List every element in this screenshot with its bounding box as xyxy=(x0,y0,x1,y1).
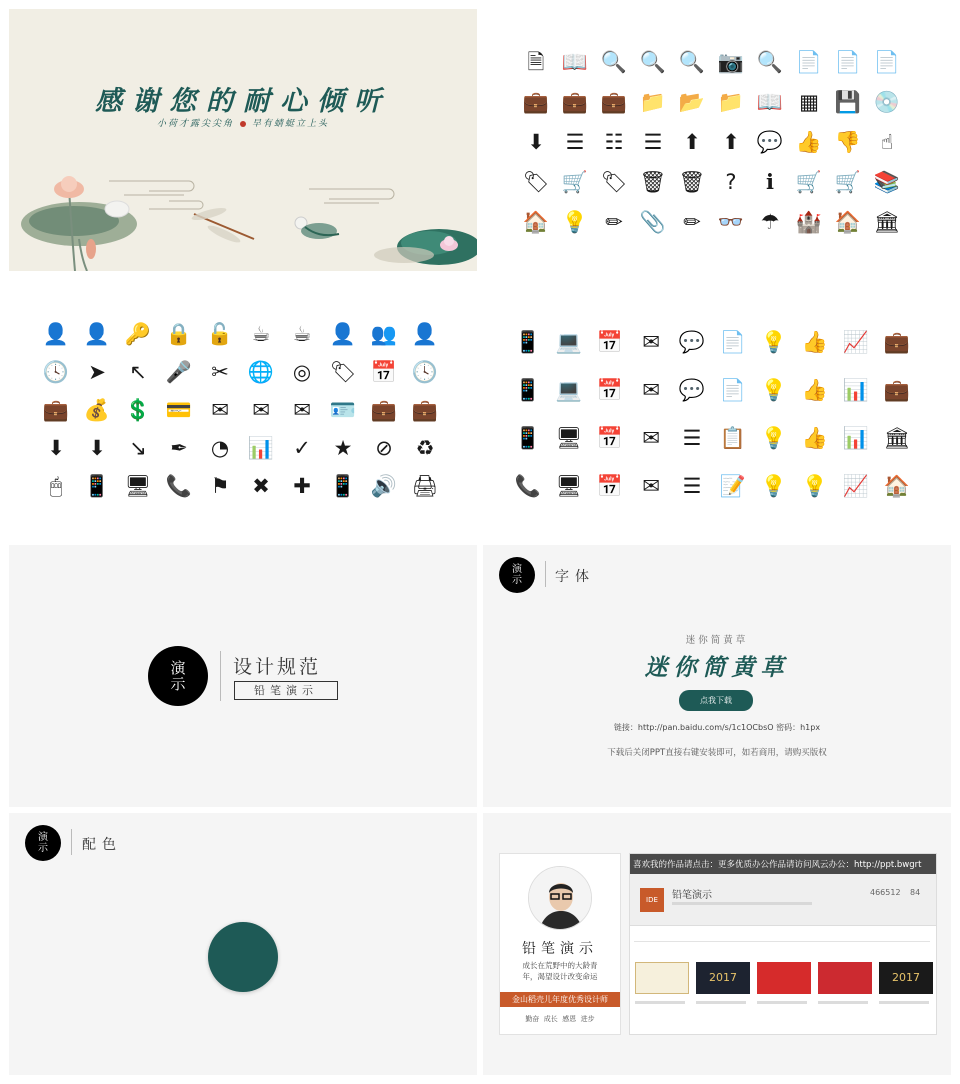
icon-24-icon: 💳 xyxy=(165,397,193,422)
icon-3-icon: 📅 xyxy=(596,329,624,354)
icon-16-icon: 🌐 xyxy=(247,359,275,384)
icon-22-icon: 💰 xyxy=(83,397,111,422)
icon-11-icon: 💼 xyxy=(522,89,550,114)
icon-18-icon: ▦ xyxy=(799,89,819,114)
icon-42-icon: 💡 xyxy=(561,209,589,234)
icon-19-icon: 💾 xyxy=(834,89,862,114)
slide-profile[interactable] xyxy=(483,813,951,1075)
slide-design-spec[interactable] xyxy=(9,545,477,807)
icon-16-icon: 📄 xyxy=(719,377,747,402)
icon-32-icon: ⬇ xyxy=(88,435,106,460)
icon-11-icon: 🕓 xyxy=(42,359,70,384)
profile-name: 铅笔演示 xyxy=(522,941,598,957)
icon-40-icon: 📚 xyxy=(873,169,901,194)
site-filter-bar xyxy=(634,936,930,942)
divider xyxy=(71,829,72,855)
icon-45-icon: ✏ xyxy=(683,209,701,234)
icon-12-icon: ➤ xyxy=(88,359,106,384)
icon-8-icon: 📄 xyxy=(795,49,823,74)
icon-21-icon: 📱 xyxy=(514,425,542,450)
icon-27-icon: ✉ xyxy=(293,397,311,422)
icon-10-icon: 📄 xyxy=(873,49,901,74)
icon-37-icon: 💡 xyxy=(760,473,788,498)
thanks-title: 感谢您的耐心倾听 xyxy=(95,86,391,117)
icon-48-icon: 📱 xyxy=(329,473,357,498)
icon-33-icon: 📅 xyxy=(596,473,624,498)
icon-24-icon: ✉ xyxy=(642,425,660,450)
icon-6-icon: 📄 xyxy=(719,329,747,354)
icon-43-icon: ✏ xyxy=(605,209,623,234)
icon-5-icon: 🔓 xyxy=(206,321,234,346)
icon-24-icon: ☰ xyxy=(643,129,663,154)
icon-4-icon: 🔒 xyxy=(165,321,193,346)
icon-3-icon: 🔑 xyxy=(124,321,152,346)
icon-5-icon: 💬 xyxy=(678,329,706,354)
icon-14-icon: 🎤 xyxy=(165,359,193,384)
subtitle-left: 小荷才露尖尖角 xyxy=(156,119,234,129)
divider xyxy=(545,561,546,587)
thumbnail-2[interactable]: 2017 xyxy=(696,962,750,994)
icon-18-icon: 👍 xyxy=(801,377,829,402)
icon-4-icon: 🔍 xyxy=(639,49,667,74)
icon-19-icon: 📊 xyxy=(842,377,870,402)
icon-36-icon: 📝 xyxy=(719,473,747,498)
thanks-subtitle xyxy=(9,116,477,129)
spec-title: 设计规范 xyxy=(233,656,322,678)
download-link[interactable]: 链接：http://pan.baidu.com/s/1c1OCbsO 密码：h1px xyxy=(613,723,821,732)
icon-45-icon: ⚑ xyxy=(210,473,230,498)
icon-2-icon: 👤 xyxy=(83,321,111,346)
icon-8-icon: 👍 xyxy=(801,329,829,354)
colors-header: 配色 xyxy=(82,837,122,853)
icon-43-icon: 🖥 xyxy=(124,473,152,498)
icon-49-icon: 🔊 xyxy=(370,473,398,498)
icon-44-icon: 📎 xyxy=(639,209,667,234)
icon-5-icon: 🔍 xyxy=(678,49,706,74)
icon-22-icon: 🖥 xyxy=(555,425,583,450)
site-stat-2: 84 xyxy=(910,888,921,897)
icon-1-icon: 👤 xyxy=(42,321,70,346)
icon-1-icon: 📱 xyxy=(514,329,542,354)
logo-line2: 示 xyxy=(38,843,48,854)
icon-8-icon: 👤 xyxy=(329,321,357,346)
icon-14-icon: 📁 xyxy=(639,89,667,114)
icon-15-icon: 💬 xyxy=(678,377,706,402)
icon-41-icon: 🏠 xyxy=(522,209,550,234)
icon-50-icon: 🏛 xyxy=(873,209,901,234)
icon-48-icon: 🏰 xyxy=(795,209,823,234)
icon-6-icon: 📷 xyxy=(717,49,745,74)
icon-33-icon: ↘ xyxy=(129,435,147,460)
icon-39-icon: 🛒 xyxy=(834,169,862,194)
icon-17-icon: 💡 xyxy=(760,377,788,402)
icon-11-icon: 📱 xyxy=(514,377,542,402)
slide-icon-set-c[interactable] xyxy=(483,277,951,539)
icon-18-icon: 🏷 xyxy=(329,359,357,384)
icon-16-icon: 📁 xyxy=(717,89,745,114)
icon-38-icon: 💡 xyxy=(801,473,829,498)
icon-38-icon: ★ xyxy=(333,435,353,460)
slide-icon-set-a[interactable] xyxy=(483,9,951,271)
site-title: 铅笔演示 xyxy=(672,890,712,901)
icon-36-icon: ? xyxy=(725,169,737,194)
icon-9-icon: 👥 xyxy=(370,321,398,346)
thumbnail-5[interactable]: 2017 xyxy=(879,962,933,994)
icon-9-icon: 📄 xyxy=(834,49,862,74)
icon-12-icon: 💻 xyxy=(555,377,583,402)
icon-33-icon: 🏷 xyxy=(600,169,628,194)
icon-39-icon: ⊘ xyxy=(375,435,393,460)
spec-subtitle: 铅笔演示 xyxy=(234,681,338,700)
slide-colors[interactable] xyxy=(9,813,477,1075)
logo-line2: 示 xyxy=(170,675,186,693)
logo-line2: 示 xyxy=(512,575,522,586)
thumbnail-captions xyxy=(635,1001,933,1004)
font-label: 迷你简黄草 xyxy=(685,635,749,646)
site-banner[interactable]: 喜欢我的作品请点击：更多优质办公作品请访问风云办公：http://ppt.bwgrt xyxy=(630,854,936,874)
website-preview xyxy=(629,853,937,1035)
download-button[interactable]: 点我下载 xyxy=(679,690,753,711)
icon-32-icon: 🛒 xyxy=(561,169,589,194)
icon-50-icon: 🖨 xyxy=(411,473,439,498)
icon-13-icon: ↖ xyxy=(129,359,147,384)
icon-46-icon: ✖ xyxy=(252,473,270,498)
icon-4-icon: ✉ xyxy=(642,329,660,354)
icon-13-icon: 💼 xyxy=(600,89,628,114)
logo-line1: 演 xyxy=(512,564,522,575)
icon-7-icon: ☕ xyxy=(292,321,312,346)
icon-40-icon: ♻ xyxy=(415,435,435,460)
profile-bio-2: 年，渴望设计改变命运 xyxy=(522,972,598,981)
icon-35-icon: ◔ xyxy=(210,435,230,460)
thumbnail-3[interactable] xyxy=(757,962,811,994)
icon-30-icon: 💼 xyxy=(411,397,439,422)
icon-27-icon: 💡 xyxy=(760,425,788,450)
icon-30-icon: 🏛 xyxy=(883,425,911,450)
icon-29-icon: 💼 xyxy=(370,397,398,422)
icon-26-icon: ⬆ xyxy=(722,129,740,154)
icon-47-icon: ☂ xyxy=(760,209,780,234)
icon-6-icon: ☕ xyxy=(251,321,271,346)
icon-10-icon: 💼 xyxy=(883,329,911,354)
site-desc-line xyxy=(672,902,812,905)
icon-3-icon: 🔍 xyxy=(600,49,628,74)
site-header xyxy=(630,874,936,926)
icon-20-icon: 💼 xyxy=(883,377,911,402)
icon-2-icon: 📖 xyxy=(561,49,589,74)
icon-34-icon: ✒ xyxy=(170,435,188,460)
icon-31-icon: 📞 xyxy=(514,473,542,498)
icon-7-icon: 💡 xyxy=(760,329,788,354)
slide-thanks[interactable] xyxy=(9,9,477,271)
icon-32-icon: 🖥 xyxy=(555,473,583,498)
icon-36-icon: 📊 xyxy=(247,435,275,460)
thumbnail-1[interactable] xyxy=(635,962,689,994)
icon-29-icon: 👎 xyxy=(834,129,862,154)
icon-20-icon: 🕓 xyxy=(411,359,439,384)
icon-20-icon: 💿 xyxy=(873,89,901,114)
icon-31-icon: 🏷 xyxy=(522,169,550,194)
icon-44-icon: 📞 xyxy=(165,473,193,498)
icon-39-icon: 📈 xyxy=(842,473,870,498)
icon-26-icon: 📋 xyxy=(719,425,747,450)
icon-14-icon: ✉ xyxy=(642,377,660,402)
icon-21-icon: 💼 xyxy=(42,397,70,422)
logo-line1: 演 xyxy=(38,832,48,843)
icon-37-icon: ✓ xyxy=(293,435,311,460)
logo-badge xyxy=(499,557,535,593)
icon-21-icon: ⬇ xyxy=(527,129,545,154)
icon-23-icon: 💲 xyxy=(124,397,152,422)
font-sample: 迷你简黄草 xyxy=(644,654,790,681)
icon-27-icon: 💬 xyxy=(756,129,784,154)
icon-grid-b xyxy=(43,321,443,511)
logo-line1: 演 xyxy=(170,658,186,677)
icon-28-icon: 👍 xyxy=(801,425,829,450)
profile-card xyxy=(499,853,621,1035)
icon-25-icon: ☰ xyxy=(682,425,702,450)
icon-9-icon: 📈 xyxy=(842,329,870,354)
avatar xyxy=(528,866,592,930)
icon-49-icon: 🏠 xyxy=(834,209,862,234)
slide-fonts[interactable] xyxy=(483,545,951,807)
icon-38-icon: 🛒 xyxy=(795,169,823,194)
profile-tags: 勤奋 成长 感恩 进步 xyxy=(525,1015,595,1023)
icon-17-icon: 📖 xyxy=(756,89,784,114)
icon-22-icon: ☰ xyxy=(565,129,585,154)
thumbnail-4[interactable] xyxy=(818,962,872,994)
icon-46-icon: 👓 xyxy=(717,209,745,234)
icon-13-icon: 📅 xyxy=(596,377,624,402)
icon-2-icon: 💻 xyxy=(555,329,583,354)
site-stat-1: 466512 xyxy=(870,888,901,897)
icon-37-icon: ℹ xyxy=(766,169,774,194)
slide-icon-set-b[interactable] xyxy=(9,277,477,539)
separator-dot xyxy=(240,121,246,127)
icon-30-icon: ☝ xyxy=(880,129,894,154)
icon-26-icon: ✉ xyxy=(252,397,270,422)
install-note: 下载后关闭PPT直接右键安装即可，如若商用，请购买版权 xyxy=(607,748,827,758)
icon-42-icon: 📱 xyxy=(83,473,111,498)
icon-25-icon: ⬆ xyxy=(683,129,701,154)
color-swatch[interactable] xyxy=(208,922,278,992)
logo-badge xyxy=(25,825,61,861)
icon-28-icon: 🪪 xyxy=(329,397,357,422)
icon-12-icon: 💼 xyxy=(561,89,589,114)
subtitle-right: 早有蜻蜓立上头 xyxy=(252,119,330,129)
icon-10-icon: 👤 xyxy=(411,321,439,346)
icon-35-icon: 🗑 xyxy=(678,169,706,194)
icon-23-icon: ☷ xyxy=(604,129,624,154)
icon-19-icon: 📅 xyxy=(370,359,398,384)
icon-34-icon: ✉ xyxy=(642,473,660,498)
icon-28-icon: 👍 xyxy=(795,129,823,154)
logo-badge xyxy=(148,646,208,706)
icon-17-icon: ◎ xyxy=(292,359,312,384)
lotus-illustration xyxy=(9,9,477,271)
icon-grid-c xyxy=(515,329,915,499)
icon-15-icon: 📂 xyxy=(678,89,706,114)
icon-41-icon: 🖱 xyxy=(49,473,63,498)
icon-34-icon: 🗑 xyxy=(639,169,667,194)
icon-23-icon: 📅 xyxy=(596,425,624,450)
icon-7-icon: 🔍 xyxy=(756,49,784,74)
icon-31-icon: ⬇ xyxy=(47,435,65,460)
divider xyxy=(220,651,221,701)
icon-25-icon: ✉ xyxy=(211,397,229,422)
award-banner: 金山稻壳儿年度优秀设计师 xyxy=(500,992,620,1007)
icon-47-icon: ✚ xyxy=(293,473,311,498)
icon-1-icon: 🗎 xyxy=(527,49,545,74)
profile-bio-1: 成长在荒野中的大龄青 xyxy=(522,961,598,970)
site-logo: IDE xyxy=(640,888,664,912)
icon-15-icon: ✂ xyxy=(211,359,229,384)
icon-grid-a xyxy=(523,49,923,249)
icon-35-icon: ☰ xyxy=(682,473,702,498)
icon-40-icon: 🏠 xyxy=(883,473,911,498)
fonts-header: 字体 xyxy=(555,569,595,585)
icon-29-icon: 📊 xyxy=(842,425,870,450)
